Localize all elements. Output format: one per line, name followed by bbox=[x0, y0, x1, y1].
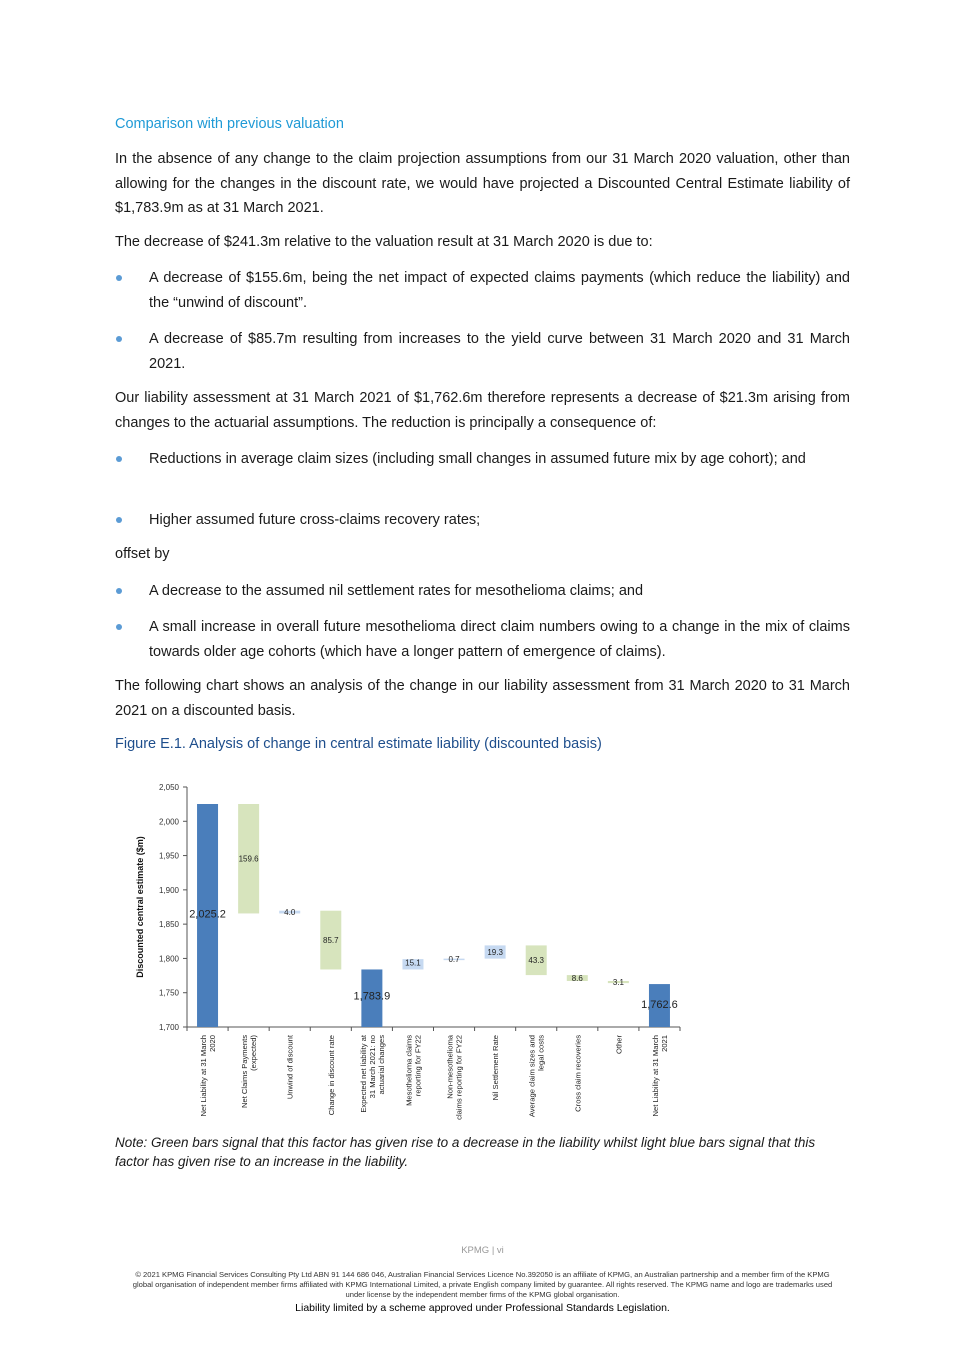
x-category-label: legal costs bbox=[536, 1035, 546, 1071]
figure-caption: Figure E.1. Analysis of change in central estimate liability (discounted basis) bbox=[115, 736, 602, 752]
footer-legal-text: © 2021 KPMG Financial Services Consulting Pty Ltd ABN 91 144 686 046, Australian Financial Services Licence No.392050 is an affiliate of KPMG, an Australian partnership and a member firm of the KPMG global organisation of independent member firms affiliated with KPMG International Limited, a private English company limited by guarantee. All rights reserved. The KPMG name and logo are trademarks used under license by the independent member firms of the KPMG global organisation. bbox=[132, 1270, 833, 1299]
bar-value-label: 3.1 bbox=[612, 978, 624, 988]
x-category-label: 2020 bbox=[208, 1035, 218, 1052]
bar-value-label: 43.3 bbox=[528, 956, 544, 966]
x-category-label: Net Liability at 31 March bbox=[650, 1035, 660, 1117]
y-tick-label: 1,700 bbox=[158, 1023, 179, 1032]
y-tick-label: 2,000 bbox=[158, 817, 179, 827]
x-category-label: 2021 bbox=[659, 1035, 669, 1052]
paragraph-absence-of-change: In the absence of any change to the claim projection assumptions from our 31 March 2020 valuation, other than allowing for the changes in the discount rate, we would have projected a Discounted Central Estimate liability of $1,783.9m as at 31 March 2021. bbox=[115, 151, 850, 216]
paragraph-offset-by: offset by bbox=[115, 546, 170, 562]
footer-liability-statement: Liability limited by a scheme approved under Professional Standards Legislation. bbox=[295, 1302, 670, 1314]
y-tick-label: 1,750 bbox=[158, 988, 179, 998]
bar-value-label: 15.1 bbox=[405, 958, 421, 968]
x-category-label: Cross claim recoveries bbox=[573, 1035, 583, 1112]
x-category-label: actuarial changes bbox=[376, 1035, 386, 1095]
bar-value-label: 1,762.6 bbox=[641, 998, 678, 1011]
bar-value-label: 8.6 bbox=[571, 974, 583, 984]
x-category-label: Change in discount rate bbox=[326, 1035, 336, 1116]
bar-value-label: 0.7 bbox=[448, 954, 460, 964]
x-category-label: Average claim sizes and bbox=[527, 1035, 537, 1118]
paragraph-decrease-reason: The decrease of $241.3m relative to the valuation result at 31 March 2020 is due to: bbox=[115, 234, 653, 250]
bar-value-label: 85.7 bbox=[323, 936, 339, 946]
x-category-label: reporting for FY22 bbox=[413, 1035, 423, 1097]
x-category-label: 31 March 2021: no bbox=[367, 1035, 377, 1099]
x-category-label: Other bbox=[614, 1035, 624, 1054]
y-tick-label: 1,800 bbox=[158, 954, 179, 964]
bar-value-label: 1,783.9 bbox=[353, 990, 391, 1003]
bar-value-label: 159.6 bbox=[238, 854, 259, 864]
y-tick-label: 1,950 bbox=[158, 851, 179, 861]
x-category-label: Nil Settlement Rate bbox=[491, 1035, 501, 1101]
footer-page-number: KPMG | vi bbox=[461, 1245, 504, 1256]
x-category-label: Mesothelioma claims bbox=[404, 1035, 414, 1106]
bar-value-label: 4.0 bbox=[284, 908, 296, 918]
y-axis-label: Discounted central estimate ($m) bbox=[135, 836, 145, 978]
bar-value-label: 2,025.2 bbox=[189, 908, 226, 921]
paragraph-chart-intro: The following chart shows an analysis of the change in our liability assessment from 31 March 2020 to 31 March 2021 on a discounted basis. bbox=[115, 678, 850, 719]
x-category-label: Net Claims Payments bbox=[240, 1035, 250, 1109]
y-tick-label: 1,900 bbox=[158, 885, 179, 895]
y-tick-label: 1,850 bbox=[158, 920, 179, 930]
x-category-label: Non-mesothelioma bbox=[445, 1035, 455, 1099]
bar-value-label: 19.3 bbox=[487, 948, 503, 957]
y-tick-label: 2,050 bbox=[158, 783, 179, 792]
chart-note: Note: Green bars signal that this factor has given rise to a decrease in the liability whilst light blue bars signal that this factor has given rise to an increase in the liability. bbox=[115, 1135, 816, 1169]
x-category-label: Expected net liability at bbox=[358, 1035, 368, 1113]
x-category-label: Net Liability at 31 March bbox=[199, 1035, 209, 1117]
x-category-label: claims reporting for FY22 bbox=[454, 1035, 464, 1120]
section-heading: Comparison with previous valuation bbox=[115, 116, 344, 132]
x-category-label: Unwind of discount bbox=[285, 1035, 295, 1100]
paragraph-liability-assessment: Our liability assessment at 31 March 2021 of $1,762.6m therefore represents a decrease of $21.3m arising from changes to the actuarial assumptions. The reduction is principally a consequence of: bbox=[115, 390, 850, 431]
x-category-label: (expected) bbox=[249, 1035, 259, 1071]
